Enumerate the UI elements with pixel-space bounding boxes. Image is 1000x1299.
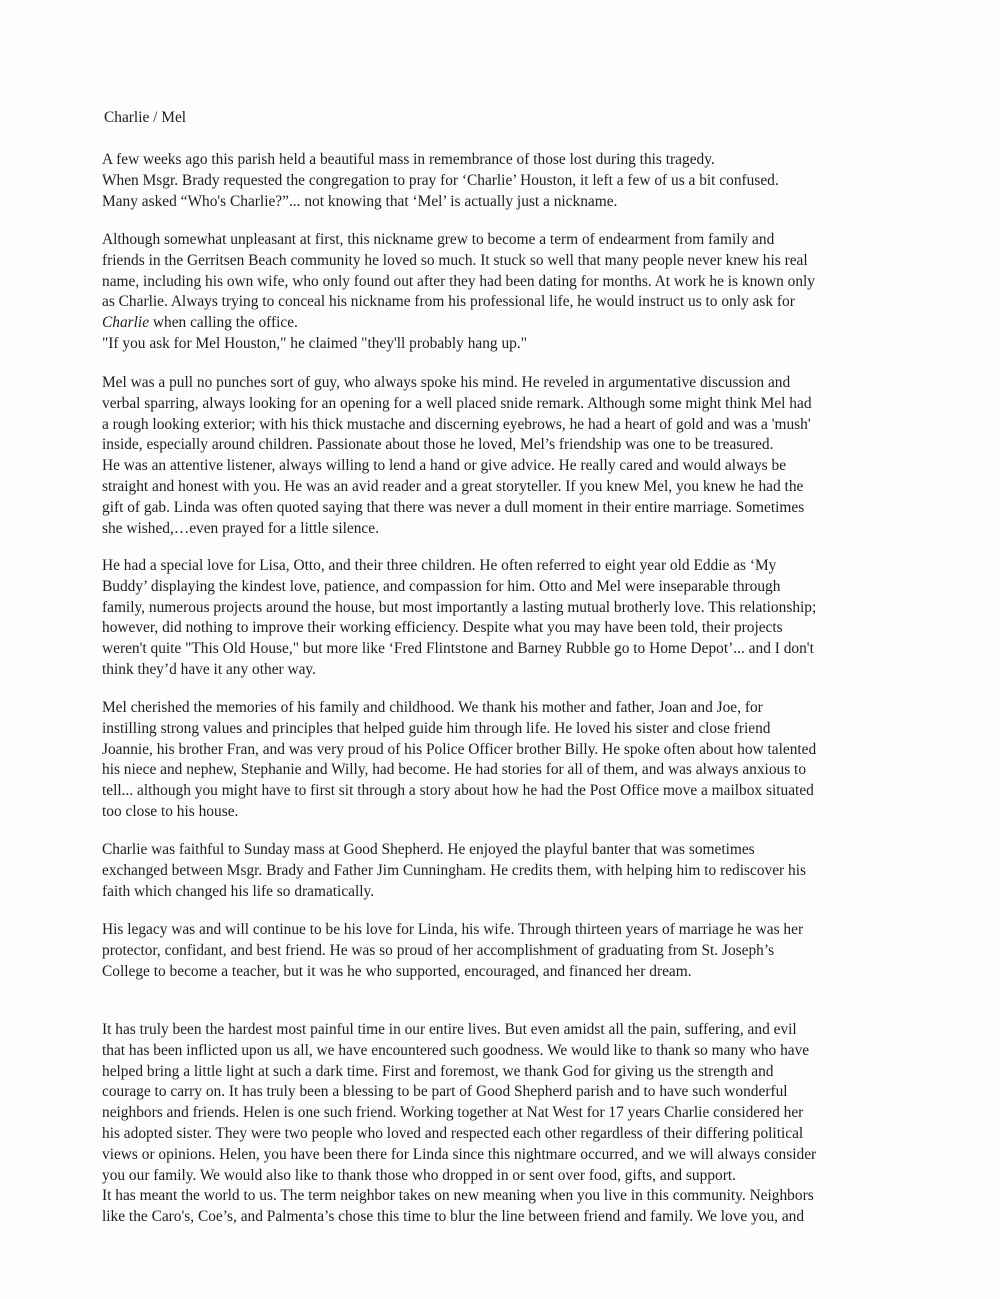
text-line: Mel was a pull no punches sort of guy, who always spoke his mind. He reveled in argumentative discussion and xyxy=(102,374,791,391)
paragraph-family-childhood xyxy=(102,698,922,823)
text-line: too close to his house. xyxy=(102,802,239,820)
paragraph-lisa-otto xyxy=(102,556,922,681)
text-line: tell... although you might have to first sit through a story about how he had the Post Office move a mailbox situated xyxy=(102,782,814,800)
quote-line: "If you ask for Mel Houston," he claimed "they'll probably hang up." xyxy=(102,334,527,352)
text-line: A few weeks ago this parish held a beautiful mass in remembrance of those lost during this tragedy. xyxy=(102,151,715,168)
text-line: Many asked “Who's Charlie?”... not knowing that ‘Mel’ is actually just a nickname. xyxy=(102,192,618,210)
text-line: Mel cherished the memories of his family and childhood. We thank his mother and father, Joan and Joe, for xyxy=(102,699,763,716)
text-line: protector, confidant, and best friend. He was so proud of her accomplishment of graduating from St. Joseph’s xyxy=(102,941,775,959)
text-line: name, including his own wife, who only found out after they had been dating for months. At work he is known only xyxy=(102,272,815,290)
text-line: views or opinions. Helen, you have been there for Linda since this nightmare occurred, and we will always consider xyxy=(102,1145,817,1163)
text-line: faith which changed his life so dramatically. xyxy=(102,882,375,900)
paragraph-faith xyxy=(102,840,922,902)
text-line: weren't quite "This Old House," but more like ‘Fred Flintstone and Barney Rubble go to Home Depot’... and I don't xyxy=(102,640,814,658)
text-line: It has truly been the hardest most painful time in our entire lives. But even amidst all the pain, suffering, and evil xyxy=(102,1021,797,1038)
text-line: courage to carry on. It has truly been a blessing to be part of Good Shepherd parish and to have such wonderful xyxy=(102,1083,788,1101)
text-line: straight and honest with you. He was an avid reader and a great storyteller. If you knew Mel, you knew he had the xyxy=(102,477,804,495)
document-title: Charlie / Mel xyxy=(104,109,187,126)
paragraph-thanks xyxy=(102,1020,922,1228)
text-line: that has been inflicted upon us all, we have encountered such goodness. We would like to thank so many who have xyxy=(102,1041,810,1059)
text-line: instilling strong values and principles that helped guide him through life. He loved his sister and close friend xyxy=(102,719,771,737)
text-line: you our family. We would also like to thank those who dropped in or sent over food, gifts, and support. xyxy=(102,1166,736,1184)
paragraph-legacy xyxy=(102,920,922,982)
text-line xyxy=(102,313,922,334)
text-line: Buddy’ displaying the kindest love, patience, and compassion for him. Otto and Mel were inseparable through xyxy=(102,577,781,595)
text-line: a rough looking exterior; with his thick mustache and discerning eyebrows, he had a heart of gold and was a 'mush' xyxy=(102,415,811,433)
text-line: his niece and nephew, Stephanie and Willy, had become. He had stories for all of them, and was always anxious to xyxy=(102,761,807,779)
paragraph-nickname xyxy=(102,230,922,355)
text-line: family, numerous projects around the house, but most importantly a lasting mutual brotherly love. This relationship; xyxy=(102,598,817,616)
text-line: Although somewhat unpleasant at first, this nickname grew to become a term of endearment from family and xyxy=(102,231,775,248)
text-line: as Charlie. Always trying to conceal his nickname from his professional life, he would instruct us to only ask for xyxy=(102,293,795,311)
text-line: exchanged between Msgr. Brady and Father Jim Cunningham. He credits them, with helping him to rediscover his xyxy=(102,861,806,879)
text-line: however, did nothing to improve their working efficiency. Despite what you may have been told, their projects xyxy=(102,619,783,637)
text-line: verbal sparring, always looking for an opening for a well placed snide remark. Although some might think Mel had xyxy=(102,394,812,412)
text-line: He had a special love for Lisa, Otto, and their three children. He often referred to eight year old Eddie as ‘My xyxy=(102,557,777,574)
text-line: His legacy was and will continue to be his love for Linda, his wife. Through thirteen years of marriage he was her xyxy=(102,921,804,938)
text-line: It has meant the world to us. The term neighbor takes on new meaning when you live in this community. Neighbors xyxy=(102,1187,814,1205)
text-line: College to become a teacher, but it was he who supported, encouraged, and financed her dream. xyxy=(102,962,692,980)
text-line: like the Caro's, Coe’s, and Palmenta’s chose this time to blur the line between friend and family. We love you, and xyxy=(102,1208,805,1226)
text-line: Charlie was faithful to Sunday mass at Good Shepherd. He enjoyed the playful banter that was sometimes xyxy=(102,841,755,858)
text-line: Joannie, his brother Fran, and was very proud of his Police Officer brother Billy. He spoke often about how talented xyxy=(102,740,817,758)
text-fragment: when calling the office. xyxy=(149,314,298,332)
text-line: neighbors and friends. Helen is one such friend. Working together at Nat West for 17 years Charlie considered her xyxy=(102,1104,804,1122)
text-line: she wished,…even prayed for a little silence. xyxy=(102,519,379,537)
text-line: his adopted sister. They were two people who loved and respected each other regardless of their differing political xyxy=(102,1124,804,1142)
text-line: think they’d have it any other way. xyxy=(102,660,316,678)
italic-charlie: Charlie xyxy=(102,314,150,332)
text-line: helped bring a little light at such a dark time. First and foremost, we thank God for giving us the strength and xyxy=(102,1062,774,1080)
paragraph-remembrance-mass xyxy=(102,150,922,212)
text-line: When Msgr. Brady requested the congregation to pray for ‘Charlie’ Houston, it left a few of us a bit confused. xyxy=(102,171,779,189)
text-line: inside, especially around children. Passionate about those he loved, Mel’s friendship was one to be treasured. xyxy=(102,436,774,454)
paragraph-personality xyxy=(102,373,922,539)
text-line: gift of gab. Linda was often quoted saying that there was never a dull moment in their entire marriage. Sometimes xyxy=(102,498,805,516)
text-line: He was an attentive listener, always willing to lend a hand or give advice. He really cared and would always be xyxy=(102,457,787,475)
text-line: friends in the Gerritsen Beach community he loved so much. It stuck so well that many people never knew his real xyxy=(102,251,808,269)
